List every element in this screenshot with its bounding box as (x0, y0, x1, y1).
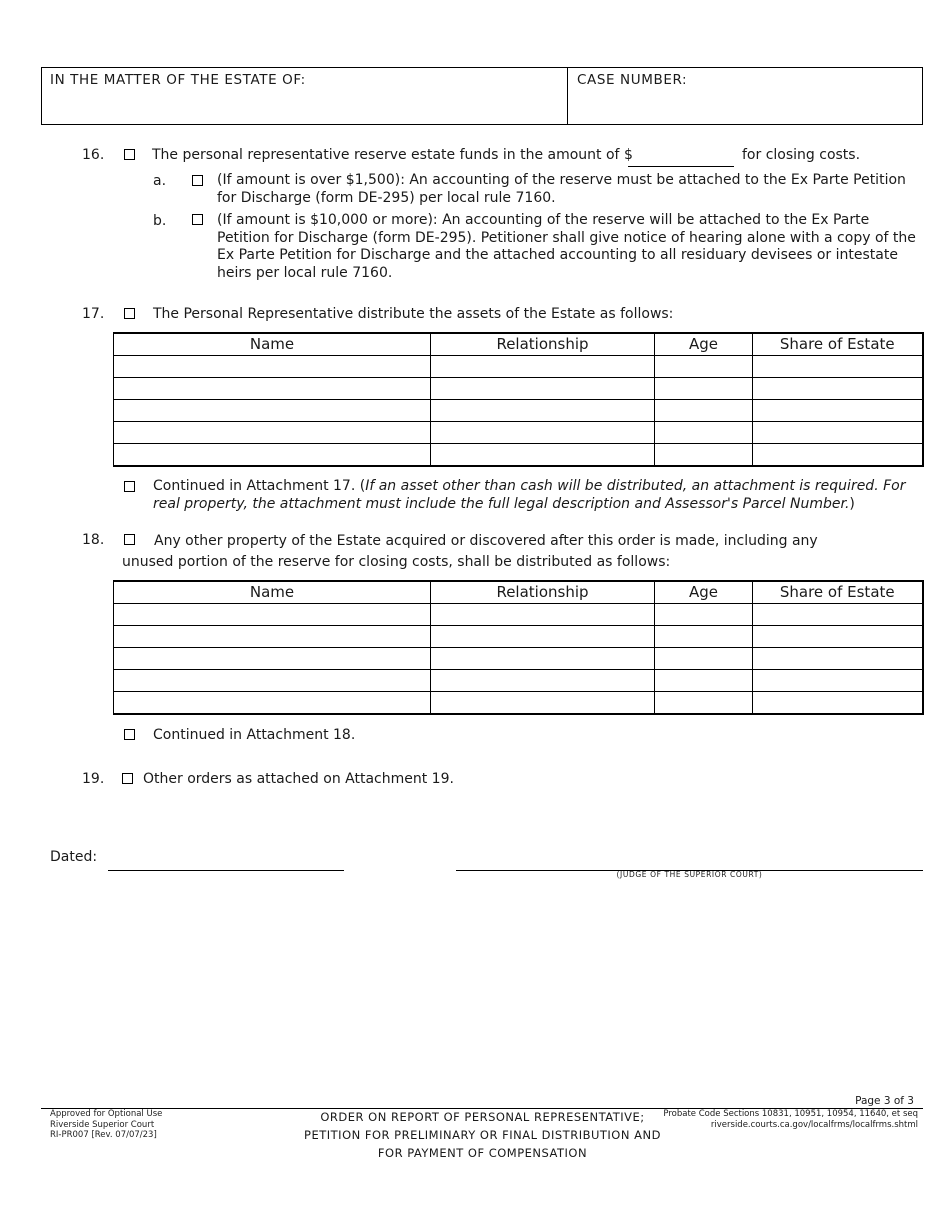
name-cell[interactable] (114, 444, 431, 467)
name-cell[interactable] (114, 378, 431, 400)
footer-title-line2: PETITION FOR PRELIMINARY OR FINAL DISTRIBUTION AND (304, 1128, 661, 1142)
share-cell[interactable] (753, 356, 923, 378)
distribution-table-18 (113, 580, 924, 715)
item-16b-checkbox[interactable] (192, 214, 203, 225)
attachment-17-note: If an asset other than cash will be distributed, an attachment is required. For real property, the attachment must include the full legal description and Assessor's Parcel Number. (153, 478, 906, 512)
footer-title-line1: ORDER ON REPORT OF PERSONAL REPRESENTATIVE; (320, 1110, 645, 1124)
name-cell[interactable] (114, 670, 431, 692)
name-cell[interactable] (114, 400, 431, 422)
table-row (114, 648, 923, 670)
name-cell[interactable] (114, 604, 431, 626)
share-cell[interactable] (753, 626, 923, 648)
attachment-17-text (153, 478, 918, 513)
relationship-cell[interactable] (431, 692, 655, 715)
table-row (114, 626, 923, 648)
footer-statute: Probate Code Sections 10831, 10951, 10954, 11640, et seq (663, 1109, 918, 1119)
age-cell[interactable] (655, 692, 753, 715)
estate-label: IN THE MATTER OF THE ESTATE OF: (50, 72, 306, 88)
age-cell[interactable] (655, 378, 753, 400)
relationship-cell[interactable] (431, 422, 655, 444)
table-header-row (114, 581, 923, 604)
header-age: Age (655, 333, 753, 356)
header-age: Age (655, 581, 753, 604)
page-number: Page 3 of 3 (855, 1095, 914, 1107)
table-row (114, 692, 923, 715)
footer-url: riverside.courts.ca.gov/localfrms/localfrms.shtml (710, 1119, 918, 1130)
table-row (114, 378, 923, 400)
dated-label: Dated: (50, 849, 98, 865)
item-16b-letter: b. (153, 213, 167, 229)
header-share: Share of Estate (753, 333, 923, 356)
item-16-number: 16. (82, 147, 105, 163)
header-relationship: Relationship (431, 581, 655, 604)
attachment-17-label: Continued in Attachment 17. ( (153, 478, 366, 494)
age-cell[interactable] (655, 400, 753, 422)
age-cell[interactable] (655, 648, 753, 670)
share-cell[interactable] (753, 604, 923, 626)
footer-title-line3: FOR PAYMENT OF COMPENSATION (377, 1146, 588, 1160)
relationship-cell[interactable] (431, 648, 655, 670)
share-cell[interactable] (753, 670, 923, 692)
footer-title (290, 1108, 675, 1162)
date-field[interactable] (108, 870, 344, 871)
share-cell[interactable] (753, 422, 923, 444)
share-cell[interactable] (753, 378, 923, 400)
relationship-cell[interactable] (431, 444, 655, 467)
name-cell[interactable] (114, 422, 431, 444)
footer-approved: Approved for Optional Use (50, 1109, 163, 1119)
relationship-cell[interactable] (431, 356, 655, 378)
age-cell[interactable] (655, 604, 753, 626)
age-cell[interactable] (655, 670, 753, 692)
item-18-number: 18. (82, 532, 105, 548)
header-name: Name (114, 581, 431, 604)
item-17-text: The Personal Representative distribute the assets of the Estate as follows: (153, 306, 674, 322)
item-16-checkbox[interactable] (124, 149, 135, 160)
age-cell[interactable] (655, 444, 753, 467)
item-16b-text: (If amount is $10,000 or more): An accounting of the reserve will be attached to the Ex Parte Petition for Discharge (form DE-295). Petitioner shall give notice of hearing alone with a copy of the Ex Parte Petition for Discharge and the attached accounting to all residuary devisees or intestate heirs per local rule 7160. (217, 212, 916, 281)
item-19-text: Other orders as attached on Attachment 19. (143, 771, 454, 787)
item-16a-checkbox[interactable] (192, 175, 203, 186)
table-header-row (114, 333, 923, 356)
age-cell[interactable] (655, 626, 753, 648)
relationship-cell[interactable] (431, 400, 655, 422)
name-cell[interactable] (114, 356, 431, 378)
relationship-cell[interactable] (431, 378, 655, 400)
attachment-18-checkbox[interactable] (124, 729, 135, 740)
distribution-table-17 (113, 332, 924, 467)
share-cell[interactable] (753, 444, 923, 467)
item-17-number: 17. (82, 306, 105, 322)
table-row (114, 356, 923, 378)
item-16a-text: (If amount is over $1,500): An accounting of the reserve must be attached to the Ex Parte Petition for Discharge (form DE-295) per local rule 7160. (217, 172, 906, 206)
name-cell[interactable] (114, 648, 431, 670)
table-row (114, 604, 923, 626)
caption-box (41, 67, 923, 125)
age-cell[interactable] (655, 356, 753, 378)
item-17-checkbox[interactable] (124, 308, 135, 319)
caption-divider (567, 68, 568, 124)
footer-right (663, 1109, 918, 1130)
attachment-17-checkbox[interactable] (124, 481, 135, 492)
table-row (114, 400, 923, 422)
relationship-cell[interactable] (431, 626, 655, 648)
share-cell[interactable] (753, 648, 923, 670)
header-relationship: Relationship (431, 333, 655, 356)
header-share: Share of Estate (753, 581, 923, 604)
item-18-text: Any other property of the Estate acquired or discovered after this order is made, including any unused portion of the reserve for closing costs, shall be distributed as follows: (122, 533, 818, 570)
case-number-label: CASE NUMBER: (577, 72, 688, 88)
judge-label: (JUDGE OF THE SUPERIOR COURT) (616, 870, 763, 879)
item-19-number: 19. (82, 771, 105, 787)
table-row (114, 444, 923, 467)
name-cell[interactable] (114, 692, 431, 715)
name-cell[interactable] (114, 626, 431, 648)
reserve-amount-field[interactable] (628, 166, 734, 167)
item-16a-letter: a. (153, 173, 167, 189)
item-19-checkbox[interactable] (122, 773, 133, 784)
table-row (114, 670, 923, 692)
attachment-17-close: ) (849, 495, 855, 512)
share-cell[interactable] (753, 400, 923, 422)
item-16-text: The personal representative reserve estate funds in the amount of $ (152, 147, 633, 163)
attachment-18-text: Continued in Attachment 18. (153, 727, 356, 743)
footer-court: Riverside Superior Court (50, 1119, 155, 1130)
relationship-cell[interactable] (431, 670, 655, 692)
header-name: Name (114, 333, 431, 356)
footer-form-id: RI-PR007 [Rev. 07/07/23] (50, 1130, 157, 1140)
relationship-cell[interactable] (431, 604, 655, 626)
table-row (114, 422, 923, 444)
footer-left (50, 1109, 162, 1141)
share-cell[interactable] (753, 692, 923, 715)
item-16-text-after: for closing costs. (742, 147, 861, 163)
age-cell[interactable] (655, 422, 753, 444)
